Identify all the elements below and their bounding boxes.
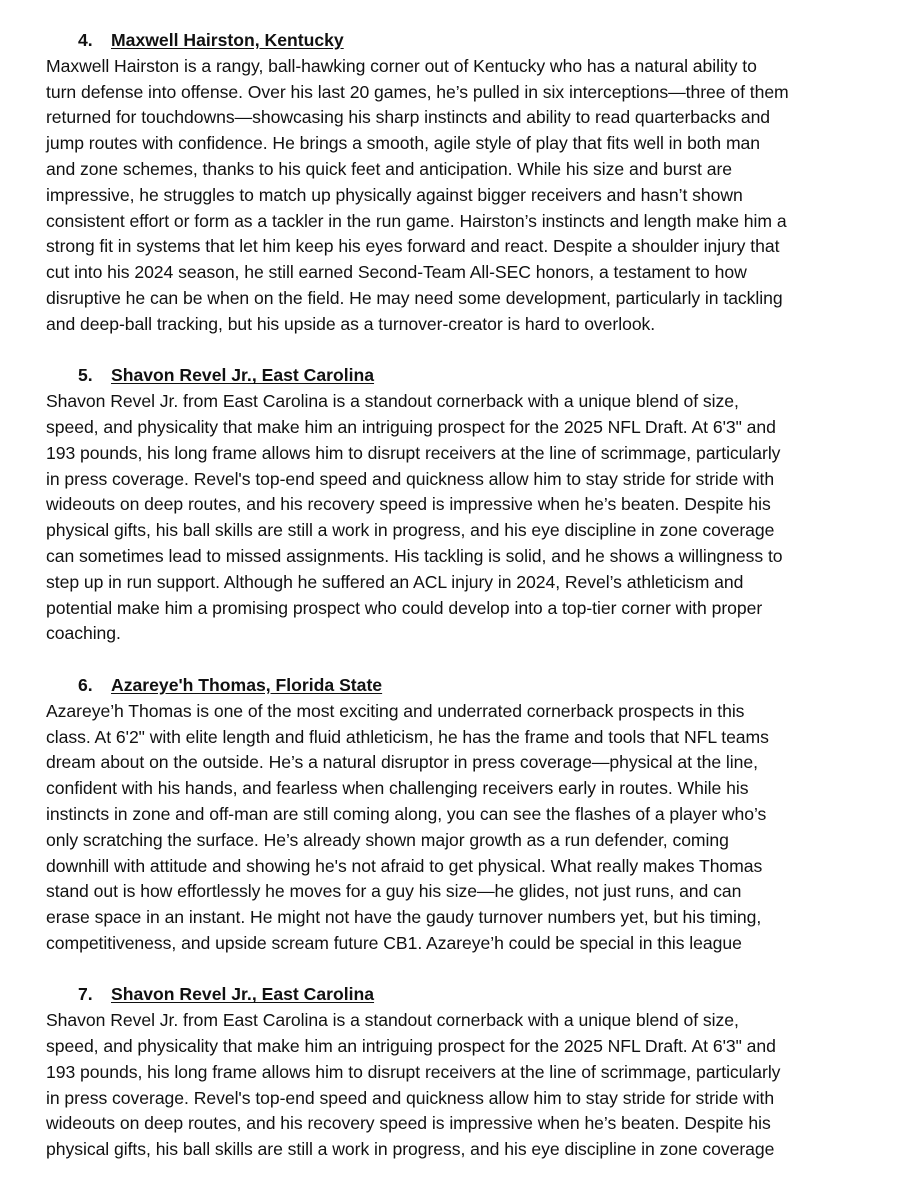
prospect-entry-5 [46, 363, 881, 647]
entry-paragraph [46, 54, 881, 338]
paragraph-line: Shavon Revel Jr. from East Carolina is a standout cornerback with a unique blend of size, [46, 391, 739, 412]
entry-title: Maxwell Hairston, Kentucky [111, 30, 344, 50]
paragraph-line: Maxwell Hairston is a rangy, ball-hawking corner out of Kentucky who has a natural ability to [46, 55, 757, 76]
paragraph-line: impressive, he struggles to match up physically against bigger receivers and hasn’t shown [46, 184, 743, 205]
entry-title: Azareye'h Thomas, Florida State [111, 674, 383, 695]
paragraph-line: class. At 6'2" with elite length and fluid athleticism, he has the frame and tools that NFL teams [46, 726, 769, 747]
entry-heading [46, 28, 881, 54]
entry-number: 7. [78, 984, 93, 1005]
paragraph-line: instincts in zone and off-man are still coming along, you can see the flashes of a player who’s [46, 803, 767, 824]
paragraph-line: strong fit in systems that let him keep his eyes forward and react. Despite a shoulder injury that [46, 236, 780, 257]
paragraph-line: dream about on the outside. He’s a natural disruptor in press coverage—physical at the line, [46, 752, 758, 773]
paragraph-line: consistent effort or form as a tackler in the run game. Hairston’s instincts and length make him a [46, 210, 787, 231]
entry-heading [46, 673, 881, 699]
paragraph-line: and zone schemes, thanks to his quick feet and anticipation. While his size and burst are [46, 158, 733, 179]
entry-number: 4. [78, 30, 93, 50]
paragraph-line: Azareye’h Thomas is one of the most exciting and underrated cornerback prospects in this [46, 700, 745, 721]
paragraph-line: jump routes with confidence. He brings a smooth, agile style of play that fits well in both man [46, 133, 761, 154]
paragraph-line: speed, and physicality that make him an intriguing prospect for the 2025 NFL Draft. At 6'3" and [46, 1036, 776, 1057]
paragraph-line: physical gifts, his ball skills are still a work in progress, and his eye discipline in zone coverage [46, 520, 775, 541]
paragraph-line: confident with his hands, and fearless when challenging receivers early in routes. While his [46, 778, 749, 799]
entry-paragraph [46, 1008, 881, 1163]
entry-heading [46, 363, 881, 389]
paragraph-line: and deep-ball tracking, but his upside as a turnover-creator is hard to overlook. [46, 313, 656, 334]
paragraph-line: disruptive he can be when on the field. He may need some development, particularly in tackling [46, 287, 783, 308]
prospect-entry-6 [46, 673, 881, 957]
paragraph-line: returned for touchdowns—showcasing his sharp instincts and ability to read quarterbacks and [46, 107, 771, 128]
entry-paragraph [46, 389, 881, 647]
entry-title: Shavon Revel Jr., East Carolina [111, 365, 375, 386]
entry-number: 6. [78, 674, 93, 695]
paragraph-line: can sometimes lead to missed assignments. His tackling is solid, and he shows a willingness to [46, 545, 783, 566]
paragraph-line: in press coverage. Revel's top-end speed and quickness allow him to stay stride for stride with [46, 468, 775, 489]
paragraph-line: competitiveness, and upside scream future CB1. Azareye’h could be special in this league [46, 932, 742, 953]
paragraph-line: in press coverage. Revel's top-end speed and quickness allow him to stay stride for stride with [46, 1087, 775, 1108]
paragraph-line: step up in run support. Although he suffered an ACL injury in 2024, Revel’s athleticism and [46, 571, 744, 592]
paragraph-line: wideouts on deep routes, and his recovery speed is impressive when he’s beaten. Despite his [46, 1113, 771, 1134]
paragraph-line: downhill with attitude and showing he's not afraid to get physical. What really makes Thomas [46, 855, 763, 876]
paragraph-line: wideouts on deep routes, and his recovery speed is impressive when he’s beaten. Despite his [46, 494, 771, 515]
paragraph-line: stand out is how effortlessly he moves for a guy his size—he glides, not just runs, and can [46, 881, 742, 902]
document-page [46, 28, 881, 1189]
prospect-entry-7 [46, 982, 881, 1163]
paragraph-line: only scratching the surface. He’s already shown major growth as a run defender, coming [46, 829, 729, 850]
paragraph-line: Shavon Revel Jr. from East Carolina is a standout cornerback with a unique blend of size, [46, 1010, 739, 1031]
entry-title: Shavon Revel Jr., East Carolina [111, 984, 375, 1005]
paragraph-line: coaching. [46, 623, 121, 644]
entry-heading [46, 982, 881, 1008]
paragraph-line: potential make him a promising prospect who could develop into a top-tier corner with proper [46, 597, 763, 618]
paragraph-line: turn defense into offense. Over his last 20 games, he’s pulled in six interceptions—three of them [46, 81, 789, 102]
prospect-entry-4 [46, 28, 881, 338]
entry-paragraph [46, 699, 881, 957]
paragraph-line: cut into his 2024 season, he still earned Second-Team All-SEC honors, a testament to how [46, 262, 747, 283]
paragraph-line: 193 pounds, his long frame allows him to disrupt receivers at the line of scrimmage, particularly [46, 1061, 781, 1082]
paragraph-line: 193 pounds, his long frame allows him to disrupt receivers at the line of scrimmage, particularly [46, 442, 781, 463]
paragraph-line: physical gifts, his ball skills are still a work in progress, and his eye discipline in zone coverage [46, 1139, 775, 1160]
paragraph-line: speed, and physicality that make him an intriguing prospect for the 2025 NFL Draft. At 6'3" and [46, 416, 776, 437]
entry-number: 5. [78, 365, 93, 386]
paragraph-line: erase space in an instant. He might not have the gaudy turnover numbers yet, but his timing, [46, 907, 762, 928]
